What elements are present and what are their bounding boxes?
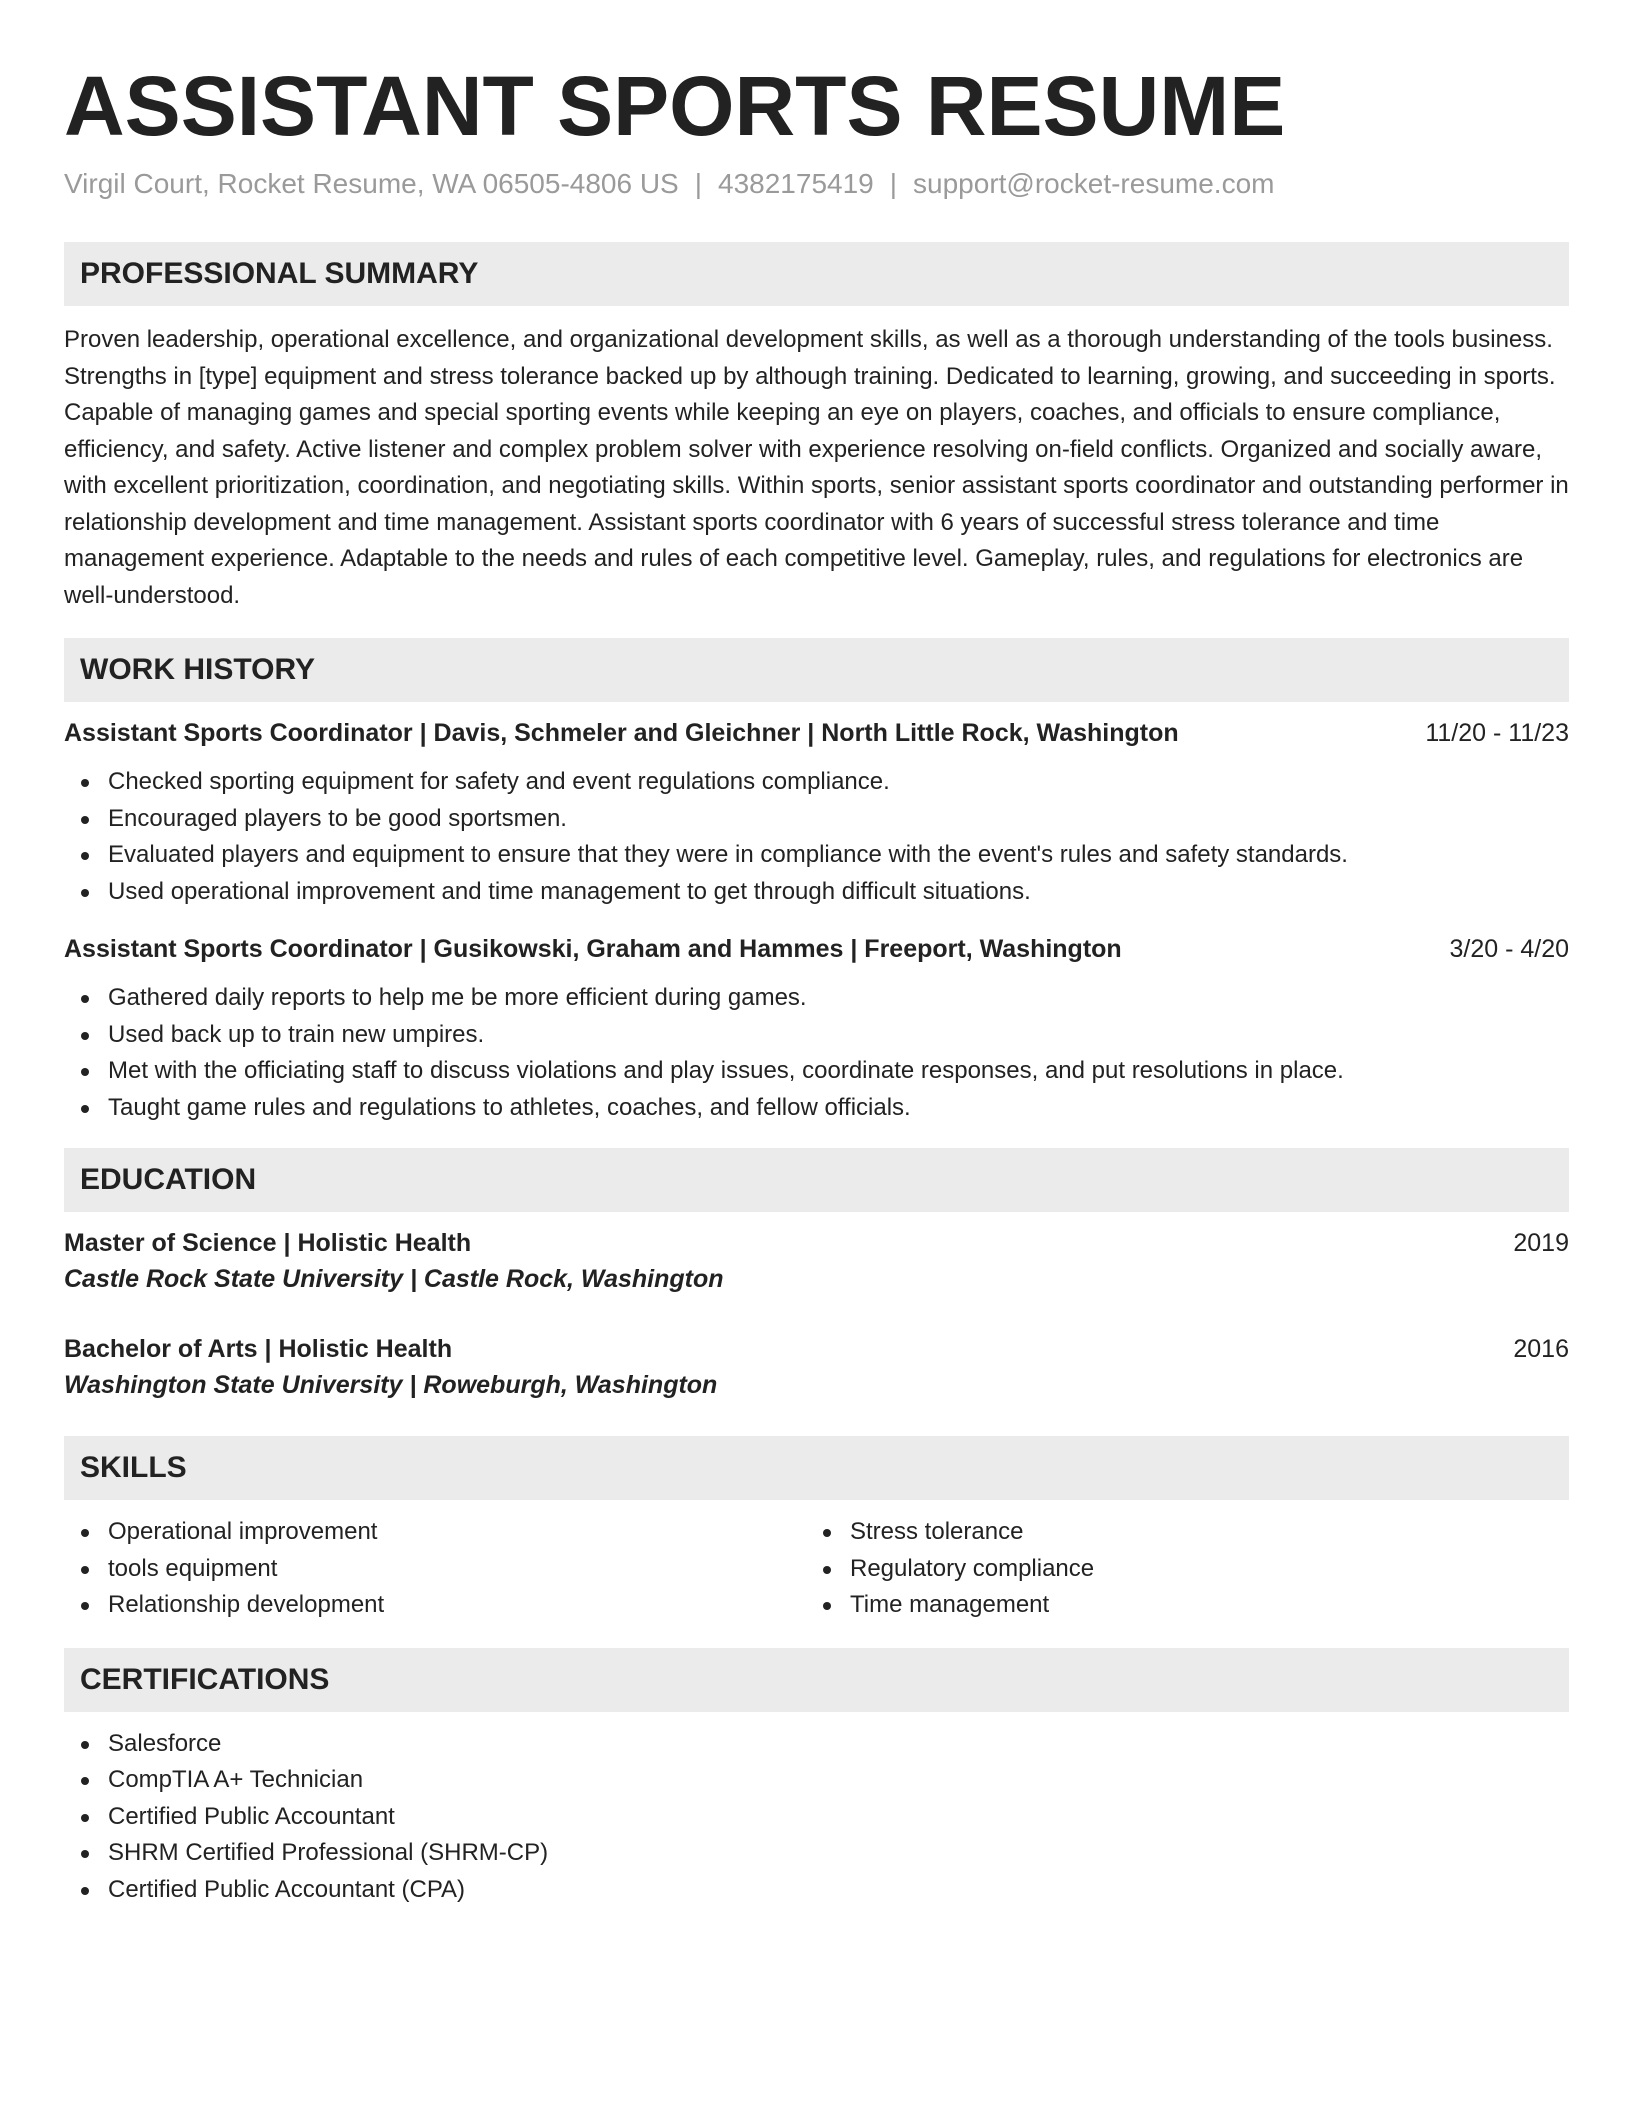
skill-item: Time management (806, 1587, 1548, 1624)
list-item: Checked sporting equipment for safety and event regulations compliance. (64, 764, 1569, 801)
list-item: Gathered daily reports to help me be more efficient during games. (64, 980, 1569, 1017)
education-entry (64, 1332, 1569, 1404)
section-heading-work: WORK HISTORY (64, 638, 1569, 702)
job-bullets (64, 764, 1569, 910)
list-item: Evaluated players and equipment to ensure that they were in compliance with the event's rules and safety standards. (64, 837, 1569, 874)
job-title: Assistant Sports Coordinator | Davis, Schmeler and Gleichner | North Little Rock, Washington (64, 719, 1179, 747)
list-item: Met with the officiating staff to discuss violations and play issues, coordinate responses, and put resolutions in place. (64, 1053, 1569, 1090)
skill-item: Operational improvement (64, 1514, 806, 1551)
education-year: 2016 (1513, 1335, 1569, 1363)
section-heading-certifications: CERTIFICATIONS (64, 1648, 1569, 1712)
certification-item: Certified Public Accountant (CPA) (64, 1872, 1569, 1909)
education-year: 2019 (1513, 1229, 1569, 1257)
job-bullets (64, 980, 1569, 1126)
skill-item: Regulatory compliance (806, 1551, 1548, 1588)
skill-item: Stress tolerance (806, 1514, 1548, 1551)
list-item: Encouraged players to be good sportsmen. (64, 801, 1569, 838)
skill-item: Relationship development (64, 1587, 806, 1624)
list-item: Used operational improvement and time management to get through difficult situations. (64, 874, 1569, 911)
contact-separator: | (889, 168, 898, 199)
job-entry (64, 716, 1569, 910)
certification-item: SHRM Certified Professional (SHRM-CP) (64, 1835, 1569, 1872)
education-degree: Bachelor of Arts | Holistic Health (64, 1335, 453, 1363)
education-degree: Master of Science | Holistic Health (64, 1229, 472, 1257)
certification-item: CompTIA A+ Technician (64, 1762, 1569, 1799)
education-header (64, 1332, 1569, 1366)
job-title: Assistant Sports Coordinator | Gusikowski, Graham and Hammes | Freeport, Washington (64, 935, 1122, 963)
skills-column-right (806, 1514, 1548, 1624)
education-entry (64, 1226, 1569, 1298)
contact-email: support@rocket-resume.com (913, 168, 1275, 199)
section-heading-summary: PROFESSIONAL SUMMARY (64, 242, 1569, 306)
education-school: Washington State University | Roweburgh, Washington (64, 1371, 718, 1399)
contact-address: Virgil Court, Rocket Resume, WA 06505-4806 US (64, 168, 679, 199)
education-header (64, 1226, 1569, 1260)
job-dates: 11/20 - 11/23 (1425, 719, 1569, 747)
certification-item: Certified Public Accountant (64, 1799, 1569, 1836)
skill-item: tools equipment (64, 1551, 806, 1588)
education-school: Castle Rock State University | Castle Rock, Washington (64, 1265, 724, 1293)
job-entry (64, 932, 1569, 1126)
skills-grid (64, 1514, 1569, 1624)
section-heading-skills: SKILLS (64, 1436, 1569, 1500)
job-dates: 3/20 - 4/20 (1449, 935, 1569, 963)
contact-line (64, 166, 1569, 202)
resume-page (64, 56, 1569, 1908)
job-header (64, 716, 1569, 750)
resume-title: ASSISTANT SPORTS RESUME (64, 59, 1286, 153)
certifications-list (64, 1726, 1569, 1909)
skills-column-left (64, 1514, 806, 1624)
summary-text: Proven leadership, operational excellence, and organizational development skills, as well as a thorough understanding of the tools business. Strengths in [type] equipment and stress tolerance backed up by although training. Dedicated to learning, growing, and succeeding in sports. Capable of managing games and special sporting events while keeping an eye on players, coaches, and officials to ensure compliance, efficiency, and safety. Active listener and complex problem solver with experience resolving on-field conflicts. Organized and socially aware, with excellent prioritization, coordination, and negotiating skills. Within sports, senior assistant sports coordinator and outstanding performer in relationship development and time management. Assistant sports coordinator with 6 years of successful stress tolerance and time management experience. Adaptable to the needs and rules of each competitive level. Gameplay, rules, and regulations for electronics are well-understood. (64, 326, 1569, 609)
section-heading-education: EDUCATION (64, 1148, 1569, 1212)
job-header (64, 932, 1569, 966)
certification-item: Salesforce (64, 1726, 1569, 1763)
contact-separator: | (694, 168, 703, 199)
contact-phone: 4382175419 (718, 168, 874, 199)
list-item: Taught game rules and regulations to athletes, coaches, and fellow officials. (64, 1090, 1569, 1127)
list-item: Used back up to train new umpires. (64, 1017, 1569, 1054)
